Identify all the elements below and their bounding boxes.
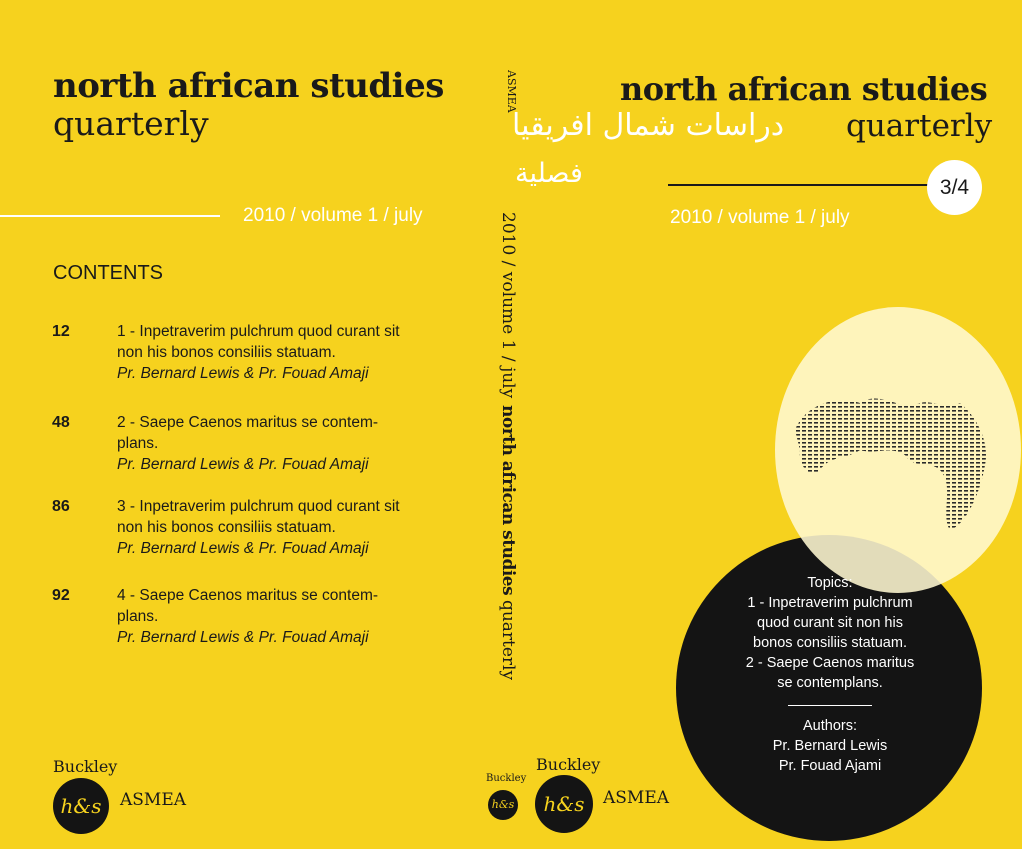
front-title: north african studies bbox=[620, 70, 988, 108]
back-subtitle: quarterly bbox=[53, 104, 209, 143]
toc-title: 2 - Saepe Caenos maritus se contem-plans. bbox=[117, 414, 379, 452]
toc-authors: Pr. Bernard Lewis & Pr. Fouad Amaji bbox=[117, 365, 369, 382]
toc-page-number: 12 bbox=[52, 323, 70, 340]
toc-page-number: 48 bbox=[52, 414, 70, 431]
toc-authors: Pr. Bernard Lewis & Pr. Fouad Amaji bbox=[117, 540, 369, 557]
front-partner: ASMEA bbox=[603, 788, 670, 808]
toc-title: 3 - Inpetraverim pulchrum quod curant sit non his bonos consiliis statuam. bbox=[117, 498, 400, 536]
topic-line: se contemplans. bbox=[777, 675, 883, 691]
spine-title: north african studies quarterly bbox=[498, 405, 518, 681]
map-illustration-icon bbox=[790, 385, 995, 535]
front-divider bbox=[668, 184, 938, 186]
topic-line: quod curant sit non his bbox=[757, 615, 903, 631]
toc-page-number: 92 bbox=[52, 587, 70, 604]
authors-heading: Authors: bbox=[803, 718, 857, 734]
toc-authors: Pr. Bernard Lewis & Pr. Fouad Amaji bbox=[117, 629, 369, 646]
publisher-logo-icon: h&s bbox=[53, 778, 109, 834]
front-subtitle: quarterly bbox=[846, 108, 993, 144]
spine-publisher: Buckley bbox=[486, 773, 527, 784]
front-arabic-subtitle: فصلية bbox=[515, 158, 583, 189]
author-name: Pr. Fouad Ajami bbox=[778, 758, 882, 774]
back-divider bbox=[0, 215, 220, 217]
topic-line: 1 - Inpetraverim pulchrum bbox=[747, 595, 913, 611]
back-partner: ASMEA bbox=[120, 790, 187, 810]
toc-page-number: 86 bbox=[52, 498, 70, 515]
issue-badge: 3/4 bbox=[927, 160, 982, 215]
topic-line: bonos consiliis statuam. bbox=[753, 635, 907, 651]
toc-title: 4 - Saepe Caenos maritus se contem-plans. bbox=[117, 587, 379, 625]
front-edition: 2010 / volume 1 / july bbox=[670, 207, 850, 228]
contents-heading: CONTENTS bbox=[53, 262, 163, 284]
front-logo-icon: h&s bbox=[535, 775, 593, 833]
spine-logo-icon: h&s bbox=[488, 790, 518, 820]
front-arabic-title: دراسات شمال افريقيا bbox=[512, 108, 785, 143]
spine-edition: 2010 / volume 1 / july bbox=[498, 212, 518, 399]
back-publisher: Buckley bbox=[53, 757, 118, 776]
front-publisher: Buckley bbox=[536, 755, 601, 774]
spine-asmea: ASMEA bbox=[505, 70, 518, 113]
topic-line: 2 - Saepe Caenos maritus bbox=[745, 655, 915, 671]
topics-block bbox=[700, 573, 960, 776]
back-edition: 2010 / volume 1 / july bbox=[243, 205, 423, 226]
topics-heading: Topics: bbox=[807, 575, 853, 591]
toc-title: 1 - Inpetraverim pulchrum quod curant sit non his bonos consiliis statuam. bbox=[117, 323, 400, 361]
back-title: north african studies bbox=[53, 66, 444, 106]
author-name: Pr. Bernard Lewis bbox=[772, 738, 888, 754]
toc-authors: Pr. Bernard Lewis & Pr. Fouad Amaji bbox=[117, 456, 369, 473]
topics-divider bbox=[788, 705, 872, 706]
